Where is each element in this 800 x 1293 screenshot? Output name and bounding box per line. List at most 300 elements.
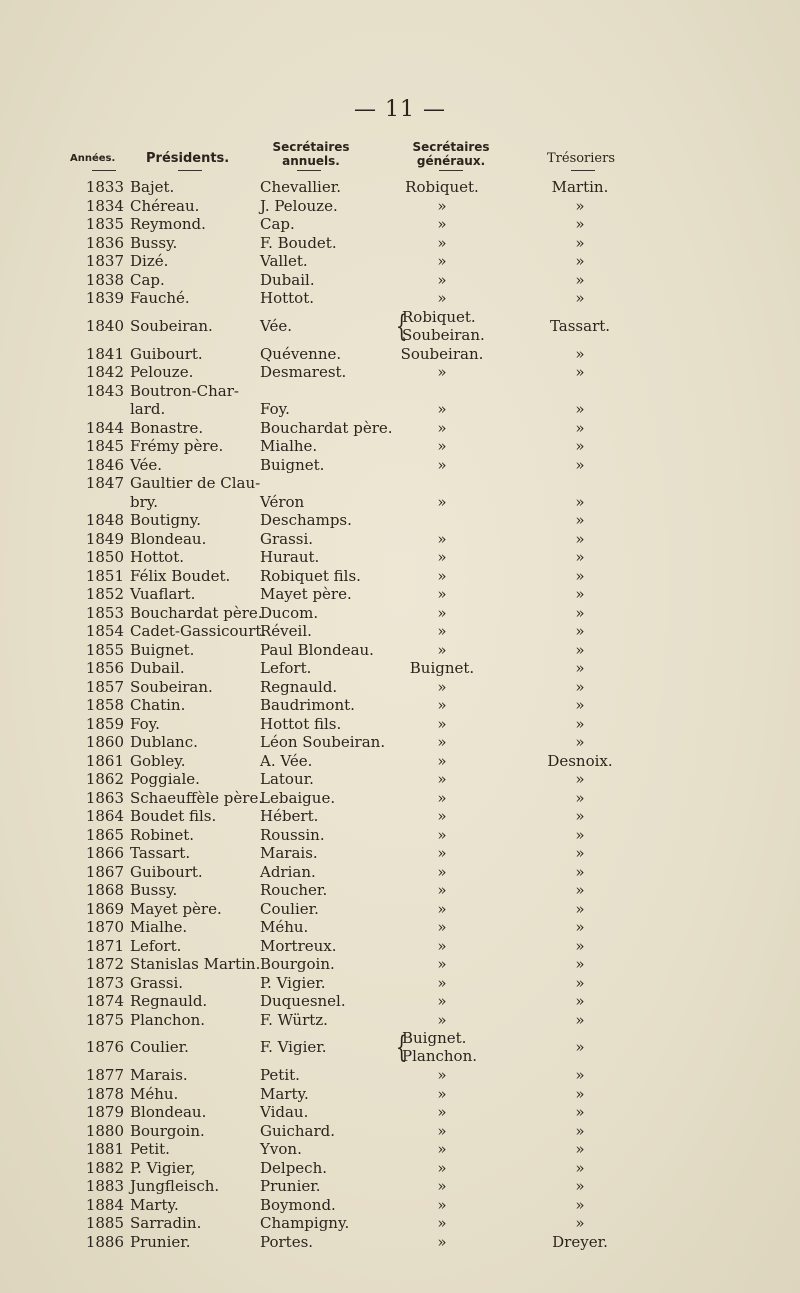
cell-secretaire-annuel: Cap.	[260, 215, 295, 233]
cell-secretaire-annuel: Léon Soubeiran.	[260, 733, 386, 751]
cell-president: Robinet.	[130, 825, 195, 844]
cell-secretaire-general: »	[437, 1177, 447, 1195]
cell-secretaire-general: »	[437, 677, 447, 696]
cell-tresorier: »	[575, 733, 585, 751]
cell-president: Cadet-Gassicourt.	[130, 622, 267, 640]
table-row	[0, 400, 800, 419]
table-row	[0, 1029, 800, 1066]
cell-secretaire-general: »	[437, 1214, 447, 1232]
cell-secretaire-annuel: Delpech.	[260, 1158, 328, 1177]
table-row	[0, 308, 800, 345]
cell-secretaire-annuel: Latour.	[260, 770, 314, 788]
table-row	[0, 511, 800, 530]
cell-year: 1838	[85, 270, 124, 289]
cell-president: Guibourt.	[130, 344, 203, 363]
cell-secretaire-general: »	[437, 1158, 447, 1177]
cell-president: Tassart.	[130, 844, 191, 862]
cell-tresorier: »	[575, 918, 585, 936]
cell-year: 1849	[85, 529, 124, 548]
table-row	[0, 252, 800, 271]
page-number: — 11 —	[354, 97, 446, 122]
cell-secretaire-annuel: Duquesnel.	[260, 992, 346, 1010]
cell-secretaire-general: »	[437, 566, 447, 585]
header-president: Présidents.	[146, 151, 230, 166]
cell-year: 1836	[85, 233, 124, 252]
cell-tresorier: Desnoix.	[547, 751, 613, 770]
cell-tresorier: »	[575, 955, 585, 973]
cell-president: Mayet père.	[130, 899, 222, 918]
cell-secretaire-general: »	[437, 492, 447, 511]
cell-secretaire-general: »	[437, 1195, 447, 1214]
header-secretaire-annuel-line1: Secrétaires	[272, 140, 350, 154]
cell-secretaire-general: »	[437, 955, 447, 973]
cell-secretaire-annuel: Mialhe.	[260, 437, 318, 455]
cell-president: Chatin.	[130, 696, 186, 714]
cell-secretaire-general: »	[437, 603, 447, 622]
cell-tresorier: Tassart.	[549, 316, 611, 335]
cell-secretaire-general: »	[437, 529, 447, 548]
cell-secretaire-annuel: Desmarest.	[260, 363, 347, 381]
cell-secretaire-general: »	[437, 1232, 447, 1251]
cell-secretaire-annuel: Yvon.	[260, 1140, 302, 1158]
cell-president: Félix Boudet.	[130, 566, 231, 585]
table-row	[0, 992, 800, 1011]
cell-tresorier: »	[575, 215, 585, 233]
cell-tresorier: »	[575, 696, 585, 714]
cell-president: Bouchardat père.	[130, 603, 263, 622]
cell-president: Hottot.	[130, 548, 184, 566]
table-row	[0, 234, 800, 253]
cell-year: 1868	[85, 881, 124, 899]
cell-president: Boudet fils.	[130, 807, 217, 825]
cell-secretaire-general: »	[437, 1066, 447, 1084]
cell-secretaire-general: Buignet.	[402, 1029, 467, 1047]
cell-tresorier: »	[575, 659, 585, 677]
cell-president: Planchon.	[130, 1010, 206, 1029]
cell-year: 1856	[85, 659, 124, 677]
table-row	[0, 1140, 800, 1159]
table-row	[0, 585, 800, 604]
cell-secretaire-annuel: Regnauld.	[260, 677, 338, 696]
cell-president: Bussy.	[130, 233, 178, 252]
cell-year: 1839	[85, 289, 124, 307]
cell-tresorier: »	[575, 252, 585, 270]
cell-tresorier: »	[575, 992, 585, 1010]
table-row	[0, 974, 800, 993]
table-row	[0, 789, 800, 808]
cell-president: Soubeiran.	[130, 316, 213, 335]
cell-tresorier: »	[575, 936, 585, 955]
cell-tresorier: »	[575, 196, 585, 215]
cell-secretaire-general: »	[437, 788, 447, 807]
cell-tresorier: »	[575, 1195, 585, 1214]
cell-secretaire-general: »	[437, 862, 447, 881]
table-row	[0, 1233, 800, 1252]
header-rule	[92, 170, 116, 171]
cell-year: 1884	[85, 1195, 124, 1214]
cell-year: 1883	[85, 1177, 124, 1195]
cell-secretaire-annuel: Bouchardat père.	[260, 418, 393, 437]
cell-secretaire-annuel: Paul Blondeau.	[260, 640, 374, 659]
cell-year: 1837	[85, 252, 124, 270]
table-row	[0, 419, 800, 438]
cell-secretaire-annuel: J. Pelouze.	[260, 196, 338, 215]
cell-year: 1882	[85, 1158, 124, 1177]
cell-secretaire-annuel: Chevallier.	[260, 178, 341, 196]
cell-secretaire-general: Soubeiran.	[400, 344, 484, 363]
cell-president: Bajet.	[130, 178, 175, 196]
header-secretaire-annuel-line2: annuels.	[282, 154, 340, 168]
cell-secretaire-general: »	[437, 770, 447, 788]
cell-secretaire-annuel: Foy.	[260, 400, 290, 418]
cell-year: 1858	[85, 696, 124, 714]
table-row	[0, 289, 800, 308]
cell-tresorier: »	[575, 677, 585, 696]
table-row	[0, 345, 800, 364]
cell-year: 1844	[85, 418, 124, 437]
cell-secretaire-annuel: Hottot fils.	[260, 714, 342, 733]
table-row	[0, 456, 800, 475]
cell-year: 1847	[85, 474, 124, 492]
cell-secretaire-general: »	[437, 363, 447, 381]
cell-tresorier: »	[575, 1066, 585, 1084]
cell-president: bry.	[130, 492, 159, 511]
cell-tresorier: »	[575, 270, 585, 289]
cell-year: 1880	[85, 1121, 124, 1140]
table-row	[0, 1103, 800, 1122]
cell-year: 1869	[85, 899, 124, 918]
cell-tresorier: »	[575, 862, 585, 881]
cell-secretaire-annuel: Méhu.	[260, 918, 309, 936]
cell-president: Cap.	[130, 270, 165, 289]
cell-secretaire-general: »	[437, 215, 447, 233]
table-row	[0, 622, 800, 641]
cell-secretaire-annuel: Roucher.	[260, 881, 328, 899]
cell-president: Prunier.	[130, 1232, 191, 1251]
cell-secretaire-general: »	[437, 733, 447, 751]
cell-year: 1851	[85, 566, 124, 585]
cell-tresorier: »	[575, 418, 585, 437]
cell-year: 1841	[85, 344, 124, 363]
cell-secretaire-annuel: Hébert.	[260, 807, 319, 825]
cell-secretaire-annuel: Deschamps.	[260, 511, 352, 529]
cell-year: 1842	[85, 363, 124, 381]
table-row	[0, 807, 800, 826]
cell-secretaire-annuel: P. Vigier.	[260, 973, 326, 992]
cell-year: 1863	[85, 788, 124, 807]
cell-tresorier: »	[575, 289, 585, 307]
cell-year: 1835	[85, 215, 124, 233]
cell-secretaire-general: Soubeiran.	[402, 325, 485, 344]
cell-tresorier: »	[575, 1121, 585, 1140]
cell-president: Boutron-Char-	[130, 381, 239, 400]
cell-president: Reymond.	[130, 215, 206, 233]
cell-secretaire-annuel: Lefort.	[260, 659, 312, 677]
cell-tresorier: »	[575, 585, 585, 603]
cell-secretaire-annuel: Huraut.	[260, 548, 320, 566]
cell-tresorier: »	[575, 807, 585, 825]
header-year: Années.	[70, 153, 116, 164]
cell-secretaire-general: »	[437, 936, 447, 955]
cell-year: 1862	[85, 770, 124, 788]
cell-president: Poggiale.	[130, 770, 200, 788]
table-row	[0, 770, 800, 789]
table-row	[0, 1011, 800, 1030]
cell-president: Grassi.	[130, 973, 184, 992]
cell-year: 1872	[85, 955, 124, 973]
cell-year: 1875	[85, 1010, 124, 1029]
cell-secretaire-general: »	[437, 807, 447, 825]
brace-glyph: {	[395, 308, 408, 344]
cell-president: Mialhe.	[130, 918, 188, 936]
cell-year: 1878	[85, 1084, 124, 1103]
table-row	[0, 696, 800, 715]
cell-secretaire-general: »	[437, 992, 447, 1010]
cell-secretaire-annuel: F. Boudet.	[260, 233, 337, 252]
cell-tresorier: »	[575, 1038, 585, 1056]
cell-secretaire-general: »	[437, 751, 447, 770]
cell-tresorier: »	[575, 1084, 585, 1103]
cell-president: Jungfleisch.	[130, 1177, 220, 1195]
cell-year: 1850	[85, 548, 124, 566]
table-row	[0, 826, 800, 845]
cell-secretaire-annuel: F. Würtz.	[260, 1010, 328, 1029]
cell-president: lard.	[130, 400, 166, 418]
cell-president: Gobley.	[130, 751, 186, 770]
cell-year: 1852	[85, 585, 124, 603]
cell-year: 1885	[85, 1214, 124, 1232]
cell-year: 1833	[85, 178, 124, 196]
cell-president: Lefort.	[130, 936, 182, 955]
cell-tresorier: »	[575, 363, 585, 381]
cell-secretaire-annuel: Petit.	[260, 1066, 300, 1084]
cell-secretaire-annuel: Buignet.	[260, 455, 325, 474]
header-secretaire-annuel	[252, 140, 370, 168]
table-row	[0, 548, 800, 567]
cell-secretaire-annuel: Marais.	[260, 844, 318, 862]
cell-secretaire-general: »	[437, 825, 447, 844]
cell-tresorier: »	[575, 973, 585, 992]
cell-president: Vuaflart.	[130, 585, 196, 603]
cell-tresorier: »	[575, 788, 585, 807]
header-secretaire-general	[396, 140, 506, 168]
header-secretaire-general-line2: généraux.	[416, 154, 486, 168]
cell-tresorier: »	[575, 566, 585, 585]
cell-secretaire-annuel: Ducom.	[260, 603, 319, 622]
cell-year: 1860	[85, 733, 124, 751]
header-rule	[297, 170, 321, 171]
cell-tresorier: »	[575, 1214, 585, 1232]
cell-secretaire-general: »	[437, 437, 447, 455]
table-row	[0, 215, 800, 234]
cell-secretaire-annuel: Prunier.	[260, 1177, 321, 1195]
cell-president: Blondeau.	[130, 529, 207, 548]
cell-secretaire-general: »	[437, 1140, 447, 1158]
cell-tresorier: »	[575, 1177, 585, 1195]
cell-year: 1874	[85, 992, 124, 1010]
cell-secretaire-annuel: Grassi.	[260, 529, 314, 548]
table-row	[0, 1066, 800, 1085]
cell-tresorier: »	[575, 844, 585, 862]
table-row	[0, 437, 800, 456]
cell-secretaire-general: »	[437, 289, 447, 307]
cell-year: 1866	[85, 844, 124, 862]
cell-tresorier: »	[575, 511, 585, 529]
cell-secretaire-annuel: Quévenne.	[260, 344, 342, 363]
cell-secretaire-general: Robiquet.	[405, 178, 479, 196]
cell-secretaire-general: »	[437, 1084, 447, 1103]
cell-president: Marais.	[130, 1066, 188, 1084]
cell-tresorier: »	[575, 548, 585, 566]
cell-secretaire-general: »	[437, 252, 447, 270]
table-row	[0, 567, 800, 586]
cell-secretaire-general: »	[437, 640, 447, 659]
table-row	[0, 197, 800, 216]
cell-year: 1886	[85, 1232, 124, 1251]
cell-secretaire-annuel: Guichard.	[260, 1121, 335, 1140]
cell-president: Blondeau.	[130, 1103, 207, 1121]
cell-tresorier: »	[575, 1103, 585, 1121]
cell-tresorier: »	[575, 881, 585, 899]
cell-secretaire-general: »	[437, 1121, 447, 1140]
cell-president: Sarradin.	[130, 1214, 202, 1232]
cell-president: Soubeiran.	[130, 677, 213, 696]
cell-president: Schaeuffèle père.	[130, 788, 264, 807]
table-row	[0, 844, 800, 863]
cell-secretaire-annuel: Mayet père.	[260, 585, 352, 603]
cell-secretaire-general: »	[437, 714, 447, 733]
cell-tresorier: »	[575, 640, 585, 659]
table-row	[0, 1122, 800, 1141]
cell-secretaire-general: »	[437, 881, 447, 899]
cell-president: Foy.	[130, 714, 160, 733]
cell-tresorier: »	[575, 603, 585, 622]
table-row	[0, 530, 800, 549]
cell-president: Petit.	[130, 1140, 170, 1158]
table-row	[0, 678, 800, 697]
table-row	[0, 1214, 800, 1233]
cell-president: Pelouze.	[130, 363, 194, 381]
table-row	[0, 752, 800, 771]
cell-tresorier: »	[575, 622, 585, 640]
cell-president: Dizé.	[130, 252, 169, 270]
cell-secretaire-general: »	[437, 622, 447, 640]
cell-secretaire-general: »	[437, 918, 447, 936]
table-row	[0, 641, 800, 660]
cell-tresorier: »	[575, 825, 585, 844]
cell-president: Vée.	[130, 455, 162, 474]
cell-president: Bonastre.	[130, 418, 204, 437]
cell-secretaire-general: »	[437, 196, 447, 215]
table-row	[0, 955, 800, 974]
cell-secretaire-general: »	[437, 973, 447, 992]
cell-secretaire-general: »	[437, 844, 447, 862]
cell-secretaire-annuel: Champigny.	[260, 1214, 350, 1232]
cell-year: 1854	[85, 622, 124, 640]
cell-secretaire-annuel: Vallet.	[260, 252, 308, 270]
cell-year: 1857	[85, 677, 124, 696]
cell-year: 1859	[85, 714, 124, 733]
cell-secretaire-general: Buignet.	[409, 659, 475, 677]
cell-tresorier: »	[575, 1010, 585, 1029]
cell-tresorier: »	[575, 455, 585, 474]
table-row	[0, 659, 800, 678]
cell-secretaire-annuel: Vidau.	[260, 1103, 309, 1121]
table-row	[0, 1159, 800, 1178]
table-row	[0, 715, 800, 734]
cell-tresorier: »	[575, 1158, 585, 1177]
cell-year: 1881	[85, 1140, 124, 1158]
cell-year: 1840	[85, 316, 124, 335]
cell-president: Marty.	[130, 1195, 179, 1214]
cell-tresorier: Dreyer.	[552, 1232, 608, 1251]
table-row	[0, 493, 800, 512]
cell-secretaire-general: »	[437, 270, 447, 289]
cell-secretaire-general: »	[437, 1103, 447, 1121]
cell-secretaire-general: »	[437, 548, 447, 566]
cell-year: 1855	[85, 640, 124, 659]
cell-year: 1870	[85, 918, 124, 936]
cell-tresorier: »	[575, 714, 585, 733]
cell-year: 1864	[85, 807, 124, 825]
cell-secretaire-annuel: Baudrimont.	[260, 696, 355, 714]
cell-president: Dublanc.	[130, 733, 198, 751]
table-row	[0, 604, 800, 623]
cell-president: Méhu.	[130, 1084, 179, 1103]
cell-secretaire-annuel: Dubail.	[260, 270, 315, 289]
cell-secretaire-annuel: Lebaigue.	[260, 788, 336, 807]
table-row	[0, 937, 800, 956]
cell-year: 1871	[85, 936, 124, 955]
table-row	[0, 1196, 800, 1215]
cell-secretaire-general: »	[437, 696, 447, 714]
cell-tresorier: »	[575, 1140, 585, 1158]
cell-secretaire-general: »	[437, 1010, 447, 1029]
cell-president: Buignet.	[130, 640, 195, 659]
table-row	[0, 363, 800, 382]
cell-year: 1873	[85, 973, 124, 992]
table-row	[0, 178, 800, 197]
cell-tresorier: »	[575, 492, 585, 511]
cell-secretaire-annuel: Coulier.	[260, 899, 319, 918]
cell-secretaire-general: »	[437, 418, 447, 437]
cell-tresorier: »	[575, 437, 585, 455]
cell-secretaire-annuel: A. Vée.	[260, 751, 313, 770]
brace-glyph: {	[395, 1030, 408, 1065]
officers-table	[0, 178, 800, 1251]
cell-year: 1861	[85, 751, 124, 770]
cell-secretaire-annuel: Vée.	[260, 316, 292, 335]
cell-secretaire-general: »	[437, 899, 447, 918]
cell-secretaire-annuel: Réveil.	[260, 622, 312, 640]
cell-year: 1865	[85, 825, 124, 844]
cell-tresorier: »	[575, 770, 585, 788]
cell-secretaire-general: »	[437, 455, 447, 474]
cell-tresorier: »	[575, 899, 585, 918]
cell-president: Fauché.	[130, 289, 190, 307]
cell-secretaire-annuel: F. Vigier.	[260, 1038, 327, 1056]
cell-president: Chéreau.	[130, 196, 200, 215]
header-rule	[178, 170, 202, 171]
cell-year: 1843	[85, 381, 124, 400]
table-row	[0, 1177, 800, 1196]
header-tresorier: Trésoriers	[546, 151, 616, 166]
cell-president: P. Vigier,	[130, 1158, 196, 1177]
cell-tresorier: »	[575, 233, 585, 252]
cell-secretaire-annuel: Adrian.	[260, 862, 316, 881]
header-rule	[571, 170, 595, 171]
cell-president: Frémy père.	[130, 437, 224, 455]
